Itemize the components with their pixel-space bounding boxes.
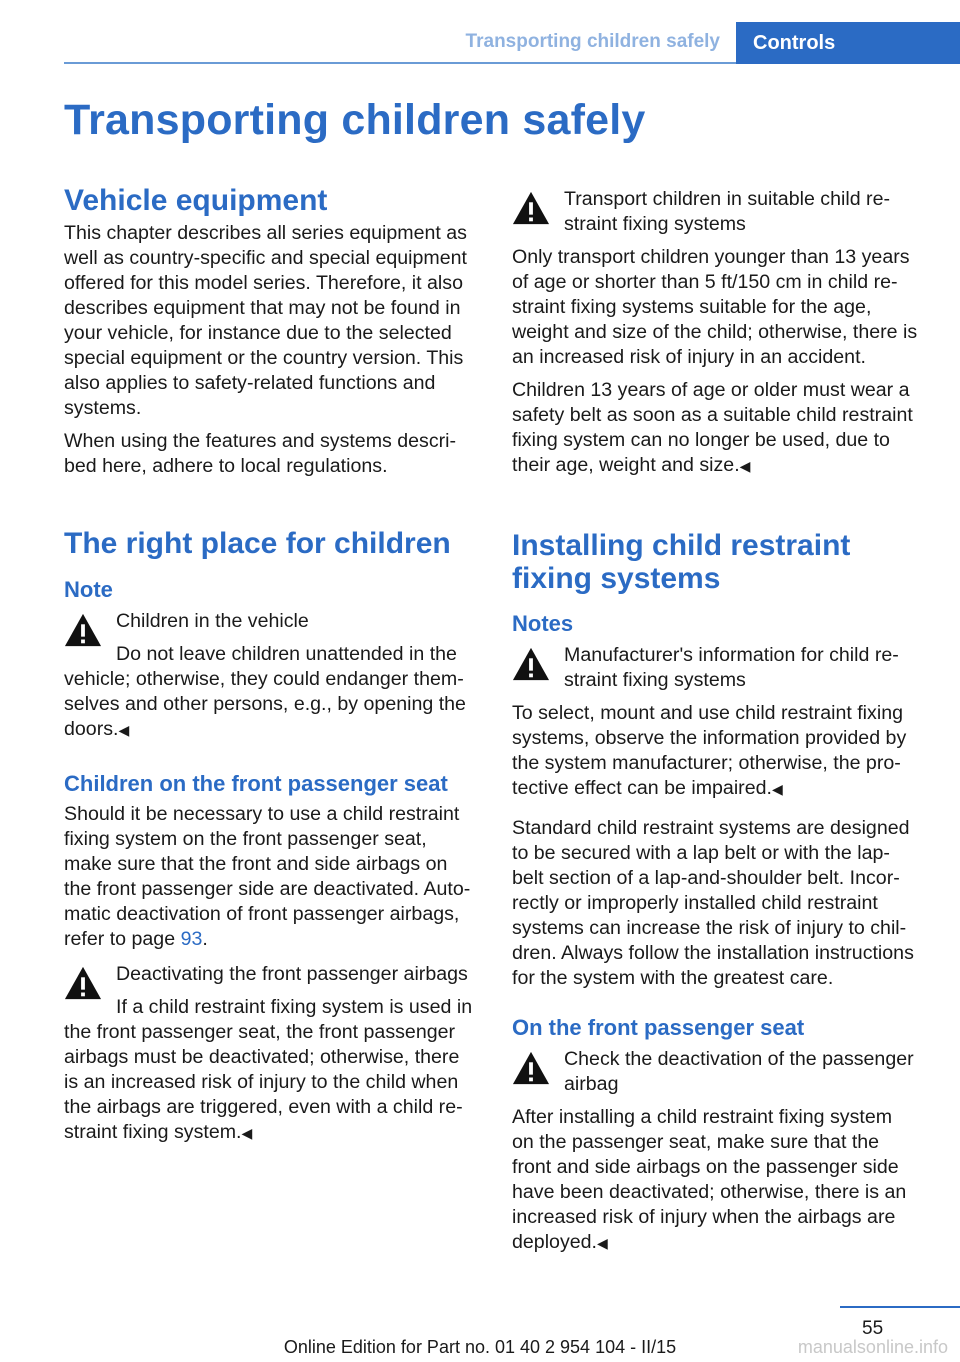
text-line: also applies to safety-related functions and xyxy=(64,372,436,394)
text-line: weight and size of the child; otherwise, there is xyxy=(512,321,918,343)
text-line: Standard child restraint systems are designed xyxy=(512,817,910,839)
text-line: an increased risk of injury in an accident. xyxy=(512,346,866,368)
end-mark: ◀ xyxy=(739,458,751,474)
text-line: doors.◀ xyxy=(64,718,130,740)
page-link-93[interactable]: 93 xyxy=(180,928,203,950)
warning-text xyxy=(512,1105,928,1256)
online-edition-note: Online Edition for Part no. 01 40 2 954 104 - II/15 xyxy=(283,1337,677,1357)
text-line: offered for this model series. Therefore, it also xyxy=(64,272,463,294)
text-line: make sure that the front and side airbags on xyxy=(64,853,448,875)
end-mark: ◀ xyxy=(596,1235,608,1251)
text-line: for the system with the greatest care. xyxy=(512,967,834,989)
text-line: fixing system can no longer be used, due to xyxy=(512,429,890,451)
text-line: airbag xyxy=(564,1073,619,1095)
warning-deactivating-airbags xyxy=(64,962,480,1146)
text-line: to be secured with a lap belt or with the lap- xyxy=(512,842,890,864)
warning-transport-children xyxy=(512,187,928,479)
left-column xyxy=(64,184,480,1154)
text-line: increased risk of injury when the airbags are xyxy=(512,1206,896,1228)
footer-rule xyxy=(840,1306,960,1308)
text-line: straint fixing system.◀ xyxy=(64,1121,253,1143)
text-line: straint fixing systems xyxy=(564,669,746,691)
text-line: systems, observe the information provided by xyxy=(512,727,907,749)
warning-children-in-vehicle xyxy=(64,609,480,743)
warning-manufacturer-info xyxy=(512,643,928,802)
warning-text xyxy=(64,667,480,743)
text-line: straint fixing systems suitable for the age, xyxy=(512,296,872,318)
heading-vehicle-equipment: Vehicle equipment xyxy=(64,184,328,217)
text-line: systems can increase the risk of injury to chil‐ xyxy=(512,917,907,939)
text-line: Children 13 years of age or older must wear a xyxy=(512,379,910,401)
warning-triangle-icon xyxy=(64,612,102,648)
text-line: Check the deactivation of the passenger xyxy=(564,1048,914,1070)
warning-text-first-line: Do not leave children unattended in the xyxy=(116,643,457,665)
text-line: front and side airbags on the passenger side xyxy=(512,1156,899,1178)
text-line: When using the features and systems descri‐ xyxy=(64,430,457,452)
text-line: matic deactivation of front passenger airbags, xyxy=(64,903,460,925)
heading-on-front-passenger-seat: On the front passenger seat xyxy=(512,1015,805,1040)
heading-notes: Notes xyxy=(512,611,574,636)
text-line: is an increased risk of injury to the child when xyxy=(64,1071,459,1093)
watermark: manualsonline.info xyxy=(797,1337,948,1357)
text-line: selves and other persons, e.g., by opening the xyxy=(64,693,466,715)
header-section-title: Transporting children safely xyxy=(465,31,720,52)
text-line: tective effect can be impaired.◀ xyxy=(512,777,783,799)
text-line: of age or shorter than 5 ft/150 cm in child re‐ xyxy=(512,271,898,293)
text-line: the system manufacturer; otherwise, the pro‐ xyxy=(512,752,901,774)
end-mark: ◀ xyxy=(118,722,130,738)
text-line: This chapter describes all series equipment as xyxy=(64,222,467,244)
warning-text xyxy=(512,701,928,802)
warning-text-first-line: If a child restraint fixing system is used in xyxy=(116,996,473,1018)
text-line: Manufacturer's information for child re‐ xyxy=(564,644,899,666)
text-line: Should it be necessary to use a child restraint xyxy=(64,803,460,825)
text-line: belt section of a lap-and-shoulder belt. Incor‐ xyxy=(512,867,900,889)
text-line: well as country-specific and special equipment xyxy=(64,247,467,269)
warning-title xyxy=(564,1047,914,1097)
warning-title xyxy=(564,187,890,237)
refer-text: refer to page xyxy=(64,928,181,950)
text-line: the front passenger side are deactivated. Auto‐ xyxy=(64,878,471,900)
text-line: airbags must be deactivated; otherwise, there xyxy=(64,1046,460,1068)
heading-installing-child-restraint xyxy=(512,529,928,595)
text-line: the airbags are triggered, even with a child re‐ xyxy=(64,1096,463,1118)
text-line: the front passenger seat, the front passenger xyxy=(64,1021,456,1043)
text-line: describes equipment that may not be found in xyxy=(64,297,461,319)
text-line: Only transport children younger than 13 years xyxy=(512,246,910,268)
heading-note: Note xyxy=(64,577,113,602)
warning-text-paragraph-1 xyxy=(512,245,928,370)
end-mark: ◀ xyxy=(241,1125,253,1141)
warning-triangle-icon xyxy=(512,1050,550,1086)
text-line: safety belt as soon as a suitable child restraint xyxy=(512,404,913,426)
text-line: dren. Always follow the installation instructions xyxy=(512,942,914,964)
text-line: straint fixing systems xyxy=(564,213,746,235)
text-line: special equipment or the country version. This xyxy=(64,347,464,369)
text-line: systems. xyxy=(64,397,142,419)
page-number: 55 xyxy=(862,1318,884,1339)
header-chapter-tab: Controls xyxy=(736,22,960,64)
text-line: deployed.◀ xyxy=(512,1231,608,1253)
warning-triangle-icon xyxy=(512,190,550,226)
standard-systems-paragraph xyxy=(512,816,928,991)
heading-right-place: The right place for children xyxy=(64,527,451,560)
end-mark: ◀ xyxy=(771,781,783,797)
warning-text-paragraph-2 xyxy=(512,378,928,479)
text-line: their age, weight and size.◀ xyxy=(512,454,751,476)
text-line: To select, mount and use child restraint fixing xyxy=(512,702,903,724)
text-line: on the passenger seat, make sure that the xyxy=(512,1131,880,1153)
text-line: fixing system on the front passenger seat, xyxy=(64,828,427,850)
text-line: rectly or improperly installed child restraint xyxy=(512,892,878,914)
text-line: your vehicle, for instance due to the selected xyxy=(64,322,452,344)
text-line: vehicle; otherwise, they could endanger them‐ xyxy=(64,668,464,690)
warning-check-deactivation xyxy=(512,1047,928,1256)
front-seat-paragraph: Should it be necessary to use a child restraint fixing system on the front passenger seat, make sure that the front and side airbags on the front passenger side are deactivated. Auto‐ matic deactivation of front passenger airbags, refer to page 93. xyxy=(64,802,480,952)
page-title: Transporting children safely xyxy=(64,96,646,144)
warning-title: Deactivating the front passenger airbags xyxy=(116,963,468,985)
text-line: Installing child restraint xyxy=(512,529,851,562)
warning-triangle-icon xyxy=(512,646,550,682)
warning-text xyxy=(64,1020,480,1146)
text-line: fixing systems xyxy=(512,562,721,595)
heading-children-front-seat: Children on the front passenger seat xyxy=(64,771,448,796)
text-line: Transport children in suitable child re‐ xyxy=(564,188,890,210)
vehicle-equipment-paragraph-2 xyxy=(64,429,480,479)
warning-title: Children in the vehicle xyxy=(116,610,309,632)
text-line: bed here, adhere to local regulations. xyxy=(64,455,388,477)
right-column xyxy=(512,187,928,1264)
text-line: have been deactivated; otherwise, there is an xyxy=(512,1181,907,1203)
warning-triangle-icon xyxy=(64,965,102,1001)
warning-title xyxy=(564,643,899,693)
vehicle-equipment-paragraph-1 xyxy=(64,221,480,421)
text-line: After installing a child restraint fixing system xyxy=(512,1106,893,1128)
